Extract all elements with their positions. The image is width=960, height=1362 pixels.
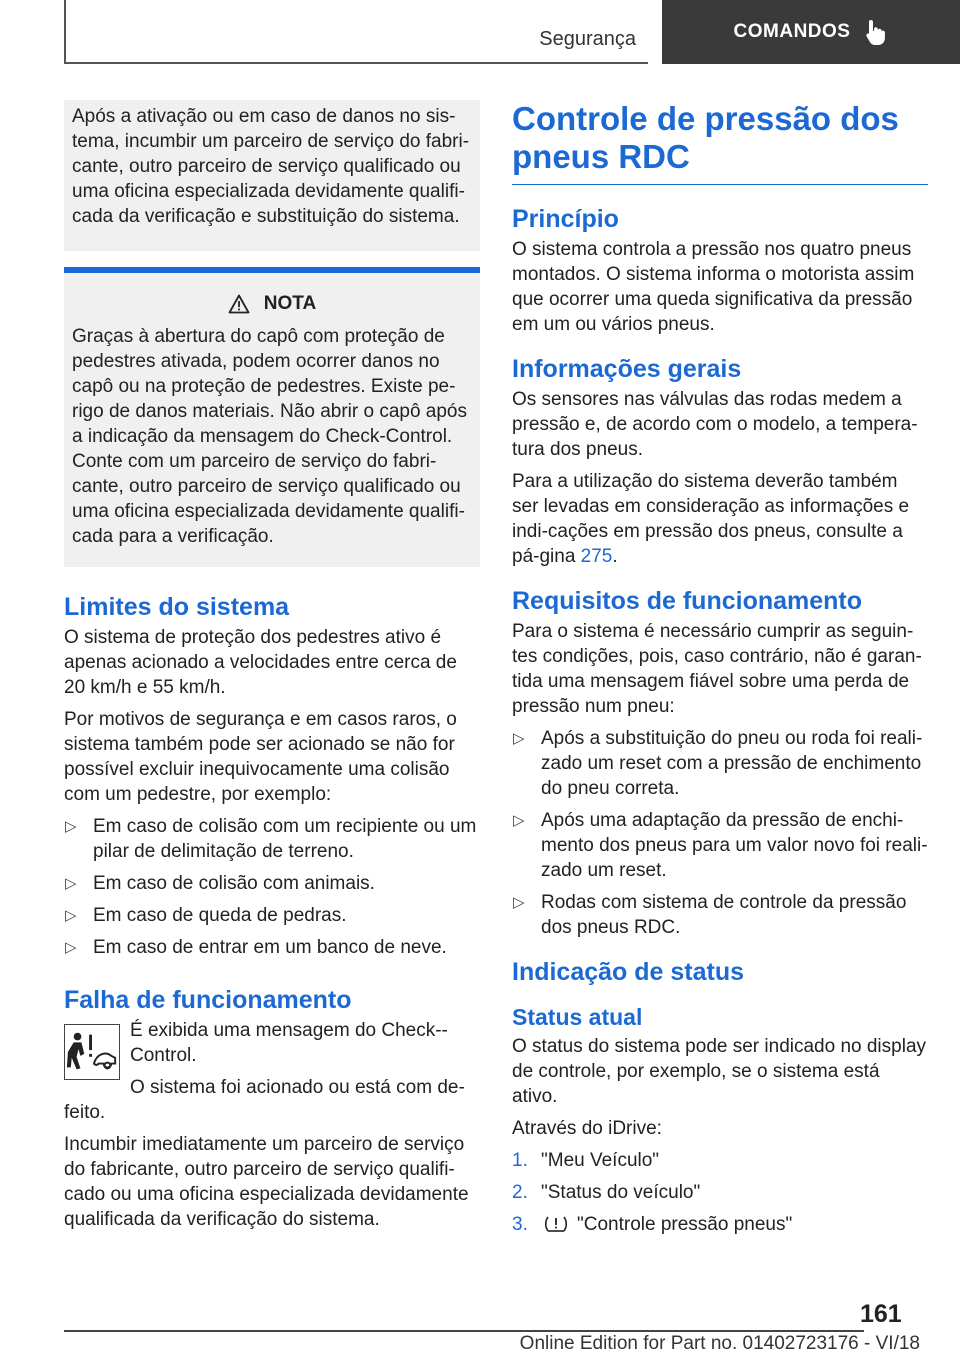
failure-heading: Falha de funcionamento [64,986,352,1014]
list-item: ▷ Em caso de entrar em um banco de neve. [65,937,447,958]
limits-paragraph-1: O sistema de proteção dos pedestres ativo é apenas acionado a velocidades entre cerca de 20 km/h e 55 km/h. [64,627,457,698]
list-item: ▷ Em caso de queda de pedras. [65,905,347,926]
list-item: 3. "Controle pressão pneus" [512,1214,793,1235]
warning-box [64,267,480,567]
general-info-heading: Informações gerais [512,355,742,383]
bullet-triangle-icon: ▷ [65,818,77,835]
list-item: ▷ Em caso de colisão com um recipiente ou um pilar de delimitação de terreno. [65,816,477,862]
status-heading: Indicação de status [512,958,745,986]
limits-heading: Limites do sistema [64,593,290,621]
list-item: 2. "Status do veículo" [512,1182,701,1203]
failure-paragraph-1: É exibida uma mensagem do Check--Control. [130,1020,448,1066]
pointing-hand-icon [864,18,888,46]
left-column [64,100,480,1239]
footer-rule [64,1330,864,1332]
warning-text: Graças à abertura do capô com proteção de pedestres ativada, podem ocorrer danos no capô ou na proteção de pedestres. Existe pe-rigo de danos materiais. Não abrir o capô após a indicação da mensagem do Check-Control. Conte com um parceiro de serviço do fabri-cante, outro parceiro de serviço qualificado ou uma oficina especializada devidamente qualifi-cada para a verificação. [72,326,468,547]
page-number: 161 [860,1300,902,1328]
failure-block [64,1018,480,1125]
principle-heading: Princípio [512,205,619,233]
bullet-triangle-icon: ▷ [65,939,77,956]
header-rule-left [64,0,66,64]
list-item: ▷ Após uma adaptação da pressão de enchi-mento dos pneus para um valor novo foi reali-zado um reset. [513,810,928,881]
footer-edition: Online Edition for Part no. 01402723176 - VI/18 [519,1333,920,1354]
bullet-triangle-icon: ▷ [513,894,525,911]
status-paragraph-1: O status do sistema pode ser indicado no display de controle, por exemplo, se o sistema está ativo. [512,1036,927,1107]
bullet-triangle-icon: ▷ [513,812,525,829]
limits-list [64,814,480,960]
list-item: 1. "Meu Veículo" [512,1150,660,1171]
general-paragraph-2: Para a utilização do sistema deverão também ser levadas em consideração as informações e indi-cações em pressão dos pneus, consulte a pá-gina 275. [512,471,910,567]
header-chapter-title: COMANDOS [733,21,851,42]
failure-paragraph-2: O sistema foi acionado ou está com de-feito. [64,1077,465,1123]
limits-paragraph-2: Por motivos de segurança e em casos raros, o sistema também pode ser acionado se não for possível excluir inequivocamente uma colisão com um pedestre, por exemplo: [64,709,457,805]
notice-box [64,100,480,251]
list-item: ▷ Após a substituição do pneu ou roda foi reali-zado um reset com a pressão de enchimento do pneu correta. [513,728,923,799]
list-item: ▷ Rodas com sistema de controle da pressão dos pneus RDC. [513,892,907,938]
bullet-triangle-icon: ▷ [65,875,77,892]
header-section-title: Segurança [539,28,636,50]
bullet-triangle-icon: ▷ [65,907,77,924]
notice-text: Após a ativação ou em caso de danos no sis-tema, incumbir um parceiro de serviço do fabri-cante, outro parceiro de serviço qualificado ou uma oficina especializada devidamente qualifi-cada da verificação e substituição do sistema. [72,106,470,227]
chapter-title: Controle de pressão dos pneus RDC [512,100,928,185]
right-column [512,100,928,1244]
status-paragraph-2: Através do iDrive: [512,1118,662,1139]
header-rule-bottom [64,62,648,64]
failure-paragraph-3: Incumbir imediatamente um parceiro de serviço do fabricante, outro parceiro de serviço qualifi-cado ou uma oficina especializada devidamente qualificada da verificação do sistema. [64,1134,469,1230]
requirements-heading: Requisitos de funcionamento [512,587,863,615]
bullet-triangle-icon: ▷ [513,730,525,747]
requirements-list [512,726,928,940]
tire-pressure-icon [543,1214,569,1234]
principle-text: O sistema controla a pressão nos quatro pneus montados. O sistema informa o motorista assim que ocorrer uma queda significativa da pressão em um ou vários pneus. [512,239,915,335]
requirements-text: Para o sistema é necessário cumprir as seguin-tes condições, pois, caso contrário, não é garan-tida uma mensagem fiável sobre uma perda de pressão num pneu: [512,621,922,717]
pedestrian-protection-warning-icon [64,1024,120,1080]
current-status-heading: Status atual [512,1004,643,1030]
warning-header [72,291,472,316]
list-item: ▷ Em caso de colisão com animais. [65,873,375,894]
page-reference-link[interactable]: 275 [580,546,613,567]
idrive-steps [512,1148,928,1237]
warning-title: NOTA [263,293,317,314]
warning-triangle-icon [228,294,250,314]
header-chapter-tab [662,0,960,64]
general-paragraph-1: Os sensores nas válvulas das rodas medem a pressão e, de acordo com o modelo, a tempera-tura dos pneus. [512,389,918,460]
